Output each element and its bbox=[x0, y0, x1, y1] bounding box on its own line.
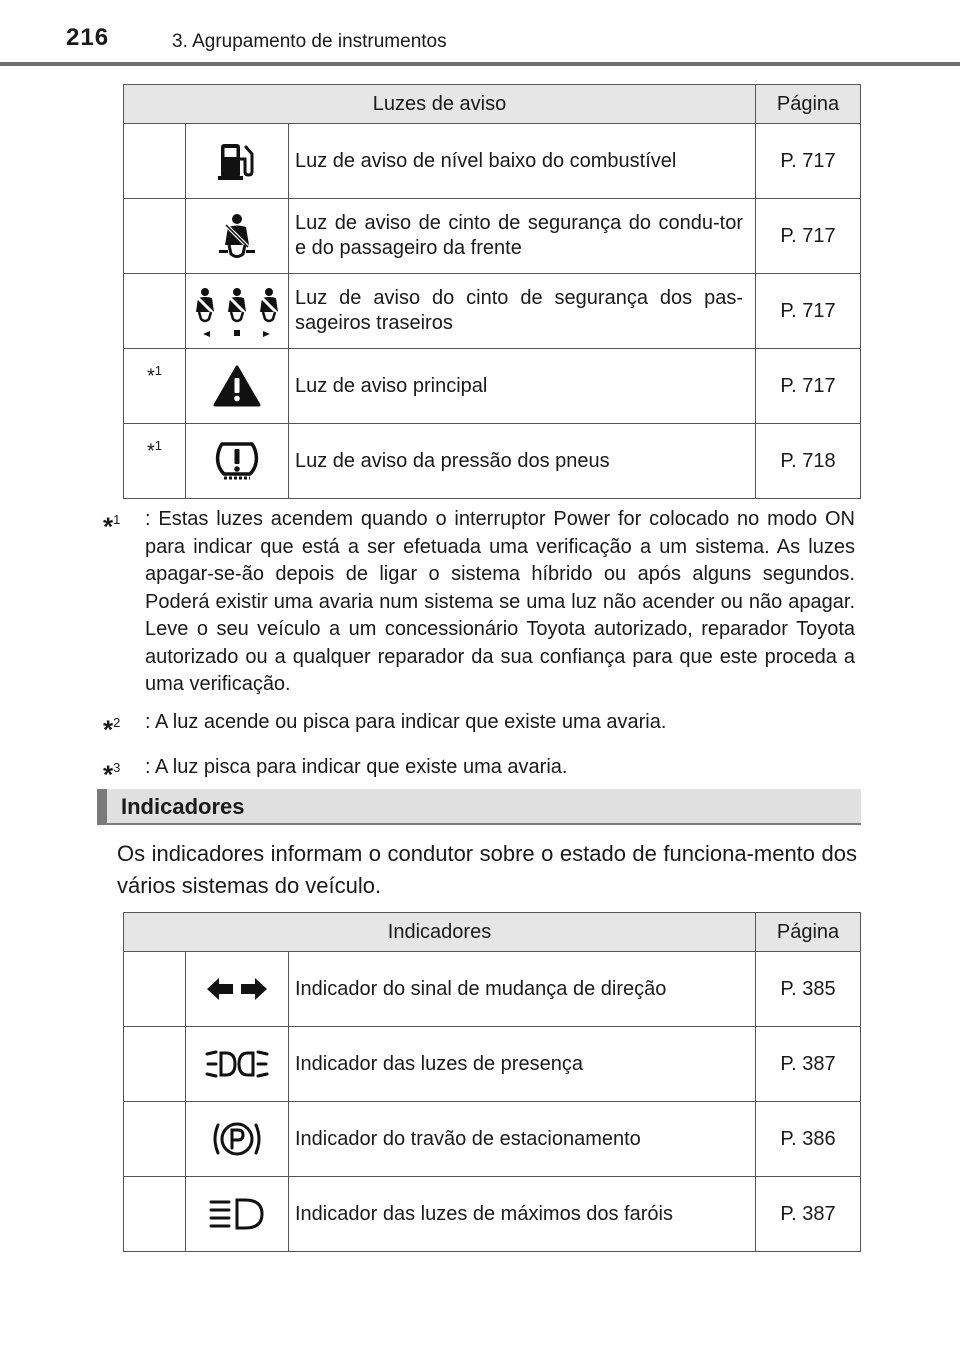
description: Luz de aviso de cinto de segurança do condu-tor e do passageiro da frente bbox=[289, 199, 756, 274]
description: Luz de aviso principal bbox=[289, 349, 756, 424]
description: Indicador das luzes de presença bbox=[289, 1027, 756, 1102]
page-reference: P. 717 bbox=[756, 199, 861, 274]
table-row bbox=[124, 952, 861, 1027]
note-cell bbox=[124, 424, 186, 499]
footnote-number: 2 bbox=[113, 714, 121, 730]
description: Indicador do sinal de mudança de direção bbox=[289, 952, 756, 1027]
master-warning-icon bbox=[213, 365, 261, 407]
page-reference: P. 718 bbox=[756, 424, 861, 499]
section-title: 3. Agrupamento de instrumentos bbox=[172, 31, 447, 52]
footnote-text: : Estas luzes acendem quando o interruptor Power for colocado no modo ON para indicar que está a ser efetuada uma verificação a um sistema. As luzes apagar-se-ão depois de ligar o sistema híbrido ou após alguns segundos. Poderá existir uma avaria num sistema se uma luz não acender ou não apagar. Leve o seu veículo a um concessionário Toyota autorizado, reparador Toyota autorizado ou a qualquer reparador da sua confiança para que este proceda a uma verificação. bbox=[145, 508, 855, 695]
note-number: 1 bbox=[154, 363, 163, 378]
table-row bbox=[124, 1102, 861, 1177]
column-header-warning-lights: Luzes de aviso bbox=[124, 85, 756, 124]
footnote-text: : A luz acende ou pisca para indicar que existe uma avaria. bbox=[145, 710, 667, 733]
note-cell bbox=[124, 349, 186, 424]
note-cell bbox=[124, 1102, 186, 1177]
warning-lights-table bbox=[123, 84, 861, 499]
note-cell bbox=[124, 124, 186, 199]
footnote bbox=[103, 754, 855, 789]
description: Luz de aviso do cinto de segurança dos pas-sageiros traseiros bbox=[289, 274, 756, 349]
table-row bbox=[124, 1027, 861, 1102]
table-row bbox=[124, 274, 861, 349]
column-header-page: Página bbox=[756, 913, 861, 952]
table-row bbox=[124, 124, 861, 199]
parking-brake-icon bbox=[210, 1117, 264, 1161]
column-header-page: Página bbox=[756, 85, 861, 124]
tail-lights-icon bbox=[204, 1046, 270, 1082]
high-beam-icon bbox=[207, 1195, 267, 1233]
table-row bbox=[124, 424, 861, 499]
footnote-text: : A luz pisca para indicar que existe uma avaria. bbox=[145, 755, 568, 778]
footnote-star: * bbox=[103, 511, 114, 542]
description: Indicador das luzes de máximos dos faróis bbox=[289, 1177, 756, 1252]
description: Luz de aviso da pressão dos pneus bbox=[289, 424, 756, 499]
note-star: * bbox=[146, 365, 155, 388]
indicators-table bbox=[123, 912, 861, 1252]
table-row bbox=[124, 1177, 861, 1252]
note-number: 1 bbox=[154, 438, 163, 453]
footnotes bbox=[103, 506, 855, 799]
column-header-indicators: Indicadores bbox=[124, 913, 756, 952]
intro-paragraph: Os indicadores informam o condutor sobre o estado de funciona-mento dos vários sistemas do veículo. bbox=[117, 841, 857, 898]
page-reference: P. 717 bbox=[756, 124, 861, 199]
table-row bbox=[124, 349, 861, 424]
footnote-number: 1 bbox=[113, 512, 121, 527]
footnote-star: * bbox=[103, 714, 114, 745]
note-star: * bbox=[146, 440, 155, 463]
page-header bbox=[0, 0, 960, 64]
note-cell bbox=[124, 199, 186, 274]
turn-signal-arrows-icon bbox=[205, 974, 269, 1004]
section-heading-text: Indicadores bbox=[121, 794, 245, 819]
header-rule bbox=[0, 62, 960, 66]
page-reference: P. 387 bbox=[756, 1177, 861, 1252]
page-reference: P. 387 bbox=[756, 1027, 861, 1102]
note-cell bbox=[124, 952, 186, 1027]
page-reference: P. 386 bbox=[756, 1102, 861, 1177]
footnote bbox=[103, 709, 855, 744]
page-reference: P. 385 bbox=[756, 952, 861, 1027]
page-reference: P. 717 bbox=[756, 349, 861, 424]
page-number: 216 bbox=[66, 24, 110, 51]
footnote-star: * bbox=[103, 759, 114, 790]
footnote-number: 3 bbox=[113, 759, 121, 775]
fuel-pump-icon bbox=[212, 139, 262, 183]
note-cell bbox=[124, 274, 186, 349]
note-cell bbox=[124, 1027, 186, 1102]
section-heading bbox=[97, 789, 861, 825]
table-row bbox=[124, 199, 861, 274]
footnote bbox=[103, 506, 855, 699]
description: Luz de aviso de nível baixo do combustível bbox=[289, 124, 756, 199]
tire-pressure-icon bbox=[212, 438, 262, 484]
rear-seatbelts-icon bbox=[189, 285, 285, 337]
description: Indicador do travão de estacionamento bbox=[289, 1102, 756, 1177]
seatbelt-icon bbox=[215, 212, 259, 260]
page-reference: P. 717 bbox=[756, 274, 861, 349]
note-cell bbox=[124, 1177, 186, 1252]
